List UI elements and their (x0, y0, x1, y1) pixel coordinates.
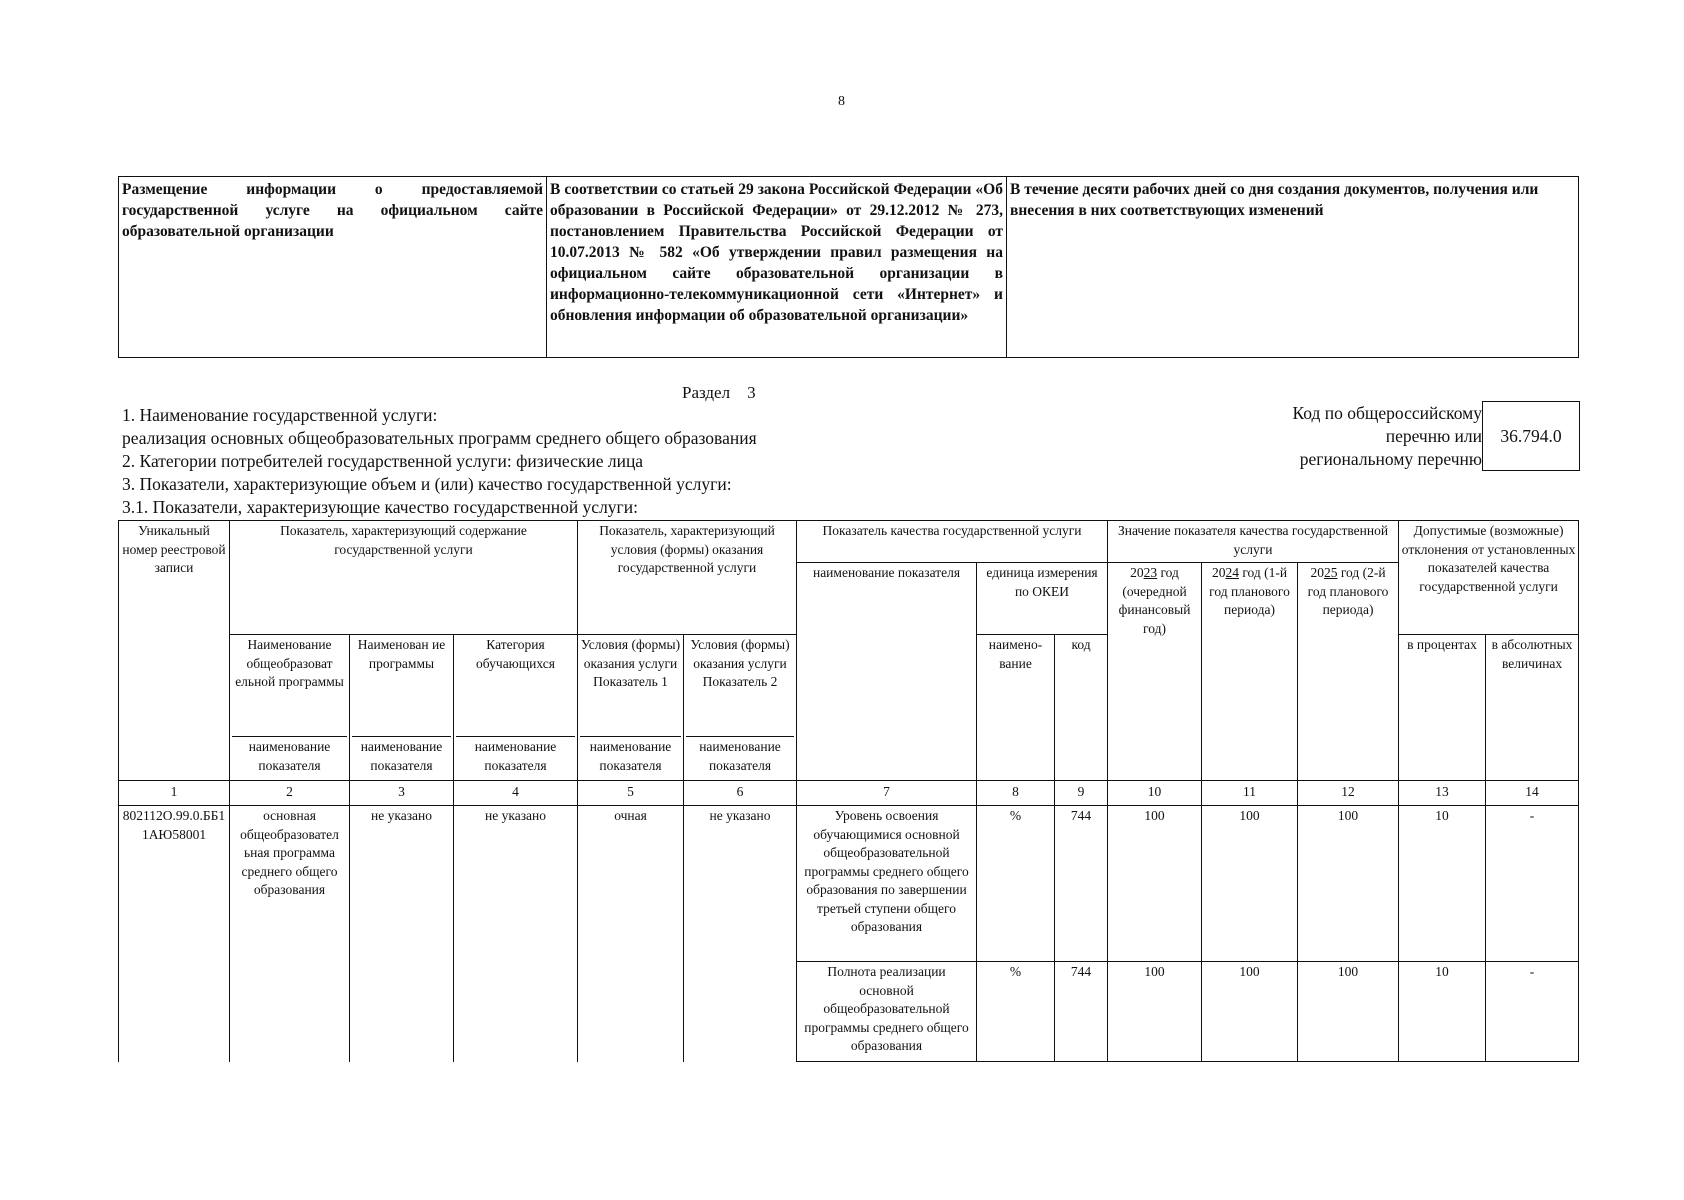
table-row (119, 806, 1579, 962)
header-indicator-name: наименование показателя (797, 563, 977, 781)
column-number: 6 (684, 781, 797, 806)
column-numbers-row (119, 781, 1579, 806)
column-number: 7 (797, 781, 977, 806)
indicator-value-2023: 100 (1108, 806, 1202, 962)
deviation-percent: 10 (1399, 962, 1486, 1062)
indicator-name: Уровень освоения обучающимися основной общеобразовательной программы среднего общего образования по завершении третьей ступени общего образования (797, 806, 977, 962)
header-unit: единица измерения по ОКЕИ (977, 563, 1108, 635)
page-number: 8 (838, 94, 845, 109)
deviation-percent: 10 (1399, 806, 1486, 962)
info-basis: В соответствии со статьей 29 закона Российской Федерации «Об образовании в Российской Федерации» от 29.12.2012 № 273, постановлением Правительства Российской Федерации от 10.07.2013 № 582 «Об утверждении правил размещения на официальном сайте образовательной организации в информационно-телекоммуникационной сети «Интернет» и обновления информации об образовательной организации» (547, 177, 1007, 358)
header-unique-number: Уникальный номер реестровой записи (119, 521, 230, 781)
student-category: не указано (454, 806, 578, 1062)
year-1-prefix: 20 (1130, 565, 1144, 580)
column-number: 8 (977, 781, 1055, 806)
program-name: не указано (350, 806, 454, 1062)
code-label (1260, 402, 1482, 471)
info-placement-table (118, 176, 1579, 358)
code-label-line1: Код по общероссийскому (1292, 403, 1482, 423)
program-name-title: Наименован ие программы (357, 637, 446, 671)
info-what: Размещение информации о предоставляемой государственной услуге на официальном сайте образовательной организации (119, 177, 547, 358)
condition-2-ind-label: наименование показателя (686, 736, 794, 775)
subheader-deviation-absolute: в абсолютных величинах (1486, 635, 1579, 781)
condition-1-title: Условия (формы) оказания услуги Показатель 1 (580, 637, 681, 689)
code-label-line2: перечню или (1385, 426, 1482, 446)
deviation-absolute: - (1486, 806, 1579, 962)
info-frequency: В течение десяти рабочих дней со дня создания документов, получения или внесения в них соответствующих изменений (1007, 177, 1579, 358)
subheader-program-name (350, 635, 454, 781)
indicator-value-2024: 100 (1202, 962, 1298, 1062)
deviation-absolute: - (1486, 962, 1579, 1062)
header-conditions-indicator: Показатель, характеризующий условия (формы) оказания государственной услуги (578, 521, 797, 635)
code-value: 36.794.0 (1500, 425, 1562, 446)
year-3-number: 25 (1323, 565, 1338, 580)
code-label-line3: региональному перечню (1299, 449, 1482, 469)
program-type-title: Наименование общеобразоват ельной программы (235, 637, 344, 689)
registry-number: 802112О.99.0.ББ11АЮ58001 (119, 806, 230, 1062)
student-category-ind-label: наименование показателя (456, 736, 575, 775)
year-1-number: 23 (1143, 565, 1158, 580)
indicator-code: 744 (1055, 806, 1108, 962)
column-number: 3 (350, 781, 454, 806)
subheader-condition-1 (578, 635, 684, 781)
year-3-prefix: 20 (1310, 565, 1324, 580)
column-number: 2 (230, 781, 350, 806)
column-number: 9 (1055, 781, 1108, 806)
service-name-label: 1. Наименование государственной услуги: (122, 405, 438, 425)
indicator-unit: % (977, 806, 1055, 962)
service-name: реализация основных общеобразовательных программ среднего общего образования (122, 428, 757, 448)
year-3-suffix: год (2-й год планового периода) (1307, 565, 1389, 617)
header-quality-indicator: Показатель качества государственной услуги (797, 521, 1108, 563)
quality-indicators-table (118, 520, 1579, 1062)
indicators-heading: 3. Показатели, характеризующие объем и (или) качество государственной услуги: (122, 474, 732, 494)
column-number: 11 (1202, 781, 1298, 806)
indicator-value-2025: 100 (1298, 962, 1399, 1062)
year-2-suffix: год (1-й год планового периода) (1209, 565, 1290, 617)
indicator-value-2023: 100 (1108, 962, 1202, 1062)
header-year-2 (1202, 563, 1298, 781)
indicator-unit: % (977, 962, 1055, 1062)
header-year-1 (1108, 563, 1202, 781)
column-number: 10 (1108, 781, 1202, 806)
year-1-suffix: год (очередной финансовый год) (1118, 565, 1191, 636)
indicator-value-2025: 100 (1298, 806, 1399, 962)
consumer-categories: 2. Категории потребителей государственной услуги: физические лица (122, 451, 644, 471)
subheader-condition-2 (684, 635, 797, 781)
subheader-unit-code: код (1055, 635, 1108, 781)
column-number: 13 (1399, 781, 1486, 806)
student-category-title: Категория обучающихся (476, 637, 555, 671)
subheader-deviation-percent: в процентах (1399, 635, 1486, 781)
column-number: 12 (1298, 781, 1399, 806)
column-number: 14 (1486, 781, 1579, 806)
header-deviation: Допустимые (возможные) отклонения от установленных показателей качества государственной услуги (1399, 521, 1579, 635)
subheader-program-type (230, 635, 350, 781)
condition-2-title: Условия (формы) оказания услуги Показатель 2 (690, 637, 790, 689)
program-type: основная общеобразовател ьная программа среднего общего образования (230, 806, 350, 1062)
indicator-name: Полнота реализации основной общеобразовательной программы среднего общего образования (797, 962, 977, 1062)
header-indicator-value: Значение показателя качества государственной услуги (1108, 521, 1399, 563)
column-number: 4 (454, 781, 578, 806)
column-number: 1 (119, 781, 230, 806)
program-name-ind-label: наименование показателя (352, 736, 451, 775)
condition-1-ind-label: наименование показателя (580, 736, 681, 775)
section-title: Раздел 3 (682, 383, 756, 402)
quality-indicators-heading: 3.1. Показатели, характеризующие качество государственной услуги: (122, 497, 638, 517)
subheader-unit-name: наимено- вание (977, 635, 1055, 781)
header-content-indicator: Показатель, характеризующий содержание государственной услуги (230, 521, 578, 635)
indicator-code: 744 (1055, 962, 1108, 1062)
condition-1: очная (578, 806, 684, 1062)
condition-2: не указано (684, 806, 797, 1062)
program-type-ind-label: наименование показателя (232, 736, 347, 775)
subheader-student-category (454, 635, 578, 781)
year-2-prefix: 20 (1211, 565, 1226, 580)
code-value-box (1482, 401, 1580, 471)
column-number: 5 (578, 781, 684, 806)
header-year-3 (1298, 563, 1399, 781)
indicator-value-2024: 100 (1202, 806, 1298, 962)
year-2-number: 24 (1225, 565, 1239, 580)
